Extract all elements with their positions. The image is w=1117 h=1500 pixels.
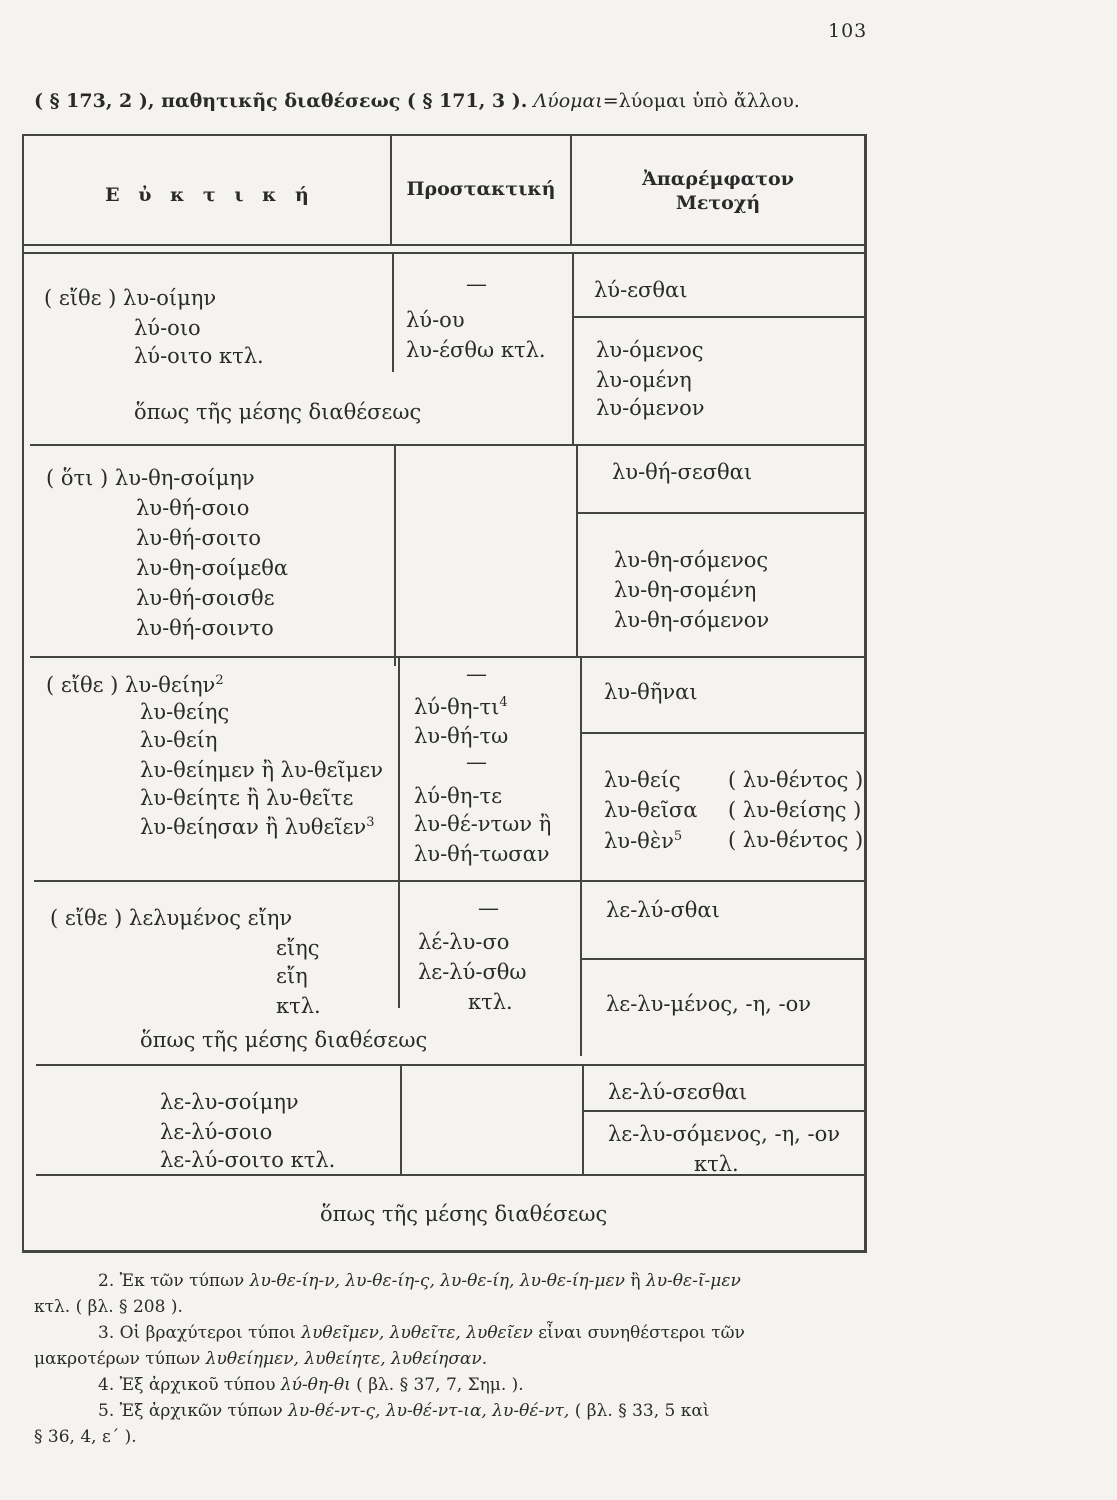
fn5-lead: 5. Ἐξ ἀρχικῶν τύπων xyxy=(98,1401,283,1421)
sec1-part-2: λυ-ομένη xyxy=(596,368,692,392)
sec3-imp-4: — xyxy=(466,750,487,774)
heading-gloss: =λύομαι ὑπὸ ἄλλου. xyxy=(602,90,800,112)
footnote-ref-2: 2 xyxy=(215,673,224,688)
fn2-forms2: λυ-θε-ῖ-μεν xyxy=(645,1271,741,1291)
sec1-opt-3: λύ-οιτο κτλ. xyxy=(134,344,264,368)
header-col-divider-2 xyxy=(570,134,572,246)
header-imperative: Προστακτική xyxy=(406,178,556,200)
footnote-ref-3: 3 xyxy=(366,815,375,830)
footnote-5-cont: § 36, 4, ε΄ ). xyxy=(34,1427,137,1447)
fn3-forms: λυθεῖμεν, λυθεῖτε, λυθεῖεν xyxy=(301,1323,533,1343)
sec1-inf: λύ-εσθαι xyxy=(594,278,688,302)
footnote-4 xyxy=(34,1372,894,1398)
header-infinitive: Ἀπαρέμφατον xyxy=(642,168,794,190)
heading-line xyxy=(34,90,884,112)
footnote-2-cont: κτλ. ( βλ. § 208 ). xyxy=(34,1297,183,1317)
sec4-imp-2: λέ-λυ-σο xyxy=(418,930,510,954)
table-top-border xyxy=(22,134,866,136)
footnote-ref-5: 5 xyxy=(673,829,683,844)
table-bottom-border xyxy=(22,1250,867,1253)
rule-sec3-right xyxy=(580,732,864,734)
sec5-opt-1: λε-λυ-σοίμην xyxy=(160,1090,299,1114)
table-left-border xyxy=(22,134,24,1252)
rule-sec4-top xyxy=(34,880,864,882)
sec3-imp-5: λύ-θη-τε xyxy=(414,784,502,808)
sec3-imp-2-text: λύ-θη-τι xyxy=(414,695,500,719)
sec3-part-3-text: λυ-θὲν xyxy=(604,829,674,853)
rule-sec5-right xyxy=(582,1110,864,1112)
footnote-ref-4: 4 xyxy=(499,695,508,710)
col-divider-e xyxy=(398,656,400,1008)
header-participle: Μετοχή xyxy=(675,192,761,214)
footnotes xyxy=(34,1268,894,1450)
sec3-opt-1-text: ( εἴθε ) λυ-θείην xyxy=(46,673,216,697)
sec1-opt-2: λύ-οιο xyxy=(134,316,201,340)
sec3-imp-1: — xyxy=(466,662,487,686)
fn5-forms: λυ-θέ-ντ-ς, λυ-θέ-ντ-ια, λυ-θέ-ντ, xyxy=(288,1401,570,1421)
fn3-line2a: μακροτέρων τύπων xyxy=(34,1349,201,1369)
footnote-3-cont xyxy=(34,1346,894,1372)
sec4-part: λε-λυ-μένος, -η, -ον xyxy=(606,992,812,1016)
fn3-forms2: λυθείημεν, λυθείητε, λυθείησαν. xyxy=(205,1349,488,1369)
sec1-note: ὅπως τῆς μέσης διαθέσεως xyxy=(134,400,422,424)
table-right-border xyxy=(864,134,867,1252)
sec2-opt-3: λυ-θή-σοιτο xyxy=(136,526,261,550)
footnote-2 xyxy=(34,1268,894,1294)
rule-sec2-top xyxy=(30,444,864,446)
sec4-imp-1: — xyxy=(478,896,499,920)
sec2-opt-1: ( ὅτι ) λυ-θη-σοίμην xyxy=(46,466,255,490)
sec3-opt-3: λυ-θείη xyxy=(140,728,218,752)
sec4-opt-3: εἴη xyxy=(276,964,308,988)
rule-sec5-top xyxy=(36,1064,864,1066)
sec3-part-1: λυ-θείς xyxy=(604,768,681,792)
col-divider-b xyxy=(572,252,574,444)
rule-sec3-top xyxy=(30,656,864,658)
sec3-imp-7: λυ-θή-τωσαν xyxy=(414,842,550,866)
page-number: 103 xyxy=(828,20,868,42)
sec3-part-2: λυ-θεῖσα xyxy=(604,798,698,822)
sec5-part-1: λε-λυ-σόμενος, -η, -ον xyxy=(608,1122,841,1146)
fn4-tail: ( βλ. § 37, 7, Σημ. ). xyxy=(356,1375,524,1395)
sec3-imp-3: λυ-θή-τω xyxy=(414,724,509,748)
sec5-part-2: κτλ. xyxy=(694,1152,739,1176)
header-optative: Ε ὐ κ τ ι κ ή xyxy=(105,184,315,206)
fn3-mid: εἶναι συνηθέστεροι τῶν xyxy=(538,1323,745,1343)
sec1-imp-2: λύ-ου xyxy=(406,308,465,332)
sec2-part-3: λυ-θη-σόμενον xyxy=(614,608,770,632)
header-rule-1 xyxy=(22,244,866,246)
sec1-part-1: λυ-όμενος xyxy=(596,338,704,362)
sec5-opt-2: λε-λύ-σοιο xyxy=(160,1120,273,1144)
sec2-opt-5: λυ-θή-σοισθε xyxy=(136,586,275,610)
footnote-5 xyxy=(34,1398,894,1424)
sec3-gen-2: ( λυ-θείσης ) xyxy=(728,798,862,822)
fn2-lead: 2. Ἐκ τῶν τύπων xyxy=(98,1271,245,1291)
footnote-3 xyxy=(34,1320,894,1346)
sec3-opt-6-text: λυ-θείησαν ἢ λυθεῖεν xyxy=(140,815,367,839)
sec1-opt-1: ( εἴθε ) λυ-οίμην xyxy=(44,286,217,310)
sec3-imp-2 xyxy=(414,696,508,718)
sec2-opt-6: λυ-θή-σοιντο xyxy=(136,616,274,640)
sec2-opt-2: λυ-θή-σοιο xyxy=(136,496,250,520)
sec4-imp-3: λε-λύ-σθω xyxy=(418,960,527,984)
sec3-opt-1 xyxy=(46,674,224,696)
fn4-forms: λύ-θη-θι xyxy=(280,1375,351,1395)
sec1-imp-3: λυ-έσθω κτλ. xyxy=(406,338,546,362)
sec4-note: ὅπως τῆς μέσης διαθέσεως xyxy=(140,1028,428,1052)
fn2-forms: λυ-θε-ίη-ν, λυ-θε-ίη-ς, λυ-θε-ίη, λυ-θε-ίη-μεν xyxy=(249,1271,625,1291)
heading-term: Λύομαι xyxy=(533,90,603,112)
heading-reference: ( § 173, 2 ), παθητικῆς διαθέσεως ( § 171, 3 ). xyxy=(34,90,528,112)
col-divider-c xyxy=(394,444,396,666)
sec3-opt-4: λυ-θείημεν ἢ λυ-θεῖμεν xyxy=(140,758,383,782)
col-divider-g xyxy=(400,1064,402,1174)
rule-sec2-right xyxy=(576,512,864,514)
sec3-part-3 xyxy=(604,830,682,852)
fn5-tail: ( βλ. § 33, 5 καὶ xyxy=(574,1401,710,1421)
sec5-opt-3: λε-λύ-σοιτο κτλ. xyxy=(160,1148,336,1172)
sec2-part-1: λυ-θη-σόμενος xyxy=(614,548,769,572)
sec2-part-2: λυ-θη-σομένη xyxy=(614,578,757,602)
sec4-opt-1: ( εἴθε ) λελυμένος εἴην xyxy=(50,906,293,930)
sec5-note: ὅπως τῆς μέσης διαθέσεως xyxy=(320,1202,608,1226)
sec2-inf: λυ-θή-σεσθαι xyxy=(612,460,753,484)
sec3-opt-5: λυ-θείητε ἢ λυ-θεῖτε xyxy=(140,786,354,810)
sec1-imp-1: — xyxy=(466,272,487,296)
rule-sec4-right xyxy=(580,958,864,960)
sec3-opt-2: λυ-θείης xyxy=(140,700,230,724)
sec3-inf: λυ-θῆναι xyxy=(604,680,698,704)
col-divider-h xyxy=(582,1064,584,1174)
sec3-gen-1: ( λυ-θέντος ) xyxy=(728,768,864,792)
header-rule-2 xyxy=(22,252,866,254)
rule-sec1-right xyxy=(572,316,864,318)
sec4-opt-2: εἴης xyxy=(276,936,320,960)
sec3-gen-3: ( λυ-θέντος ) xyxy=(728,828,864,852)
col-divider-d xyxy=(576,444,578,656)
sec4-imp-4: κτλ. xyxy=(468,990,513,1014)
sec3-imp-6: λυ-θέ-ντων ἢ xyxy=(414,812,552,836)
col-divider-f xyxy=(580,656,582,1056)
rule-sec5-bottom xyxy=(36,1174,864,1176)
sec1-part-3: λυ-όμενον xyxy=(596,396,705,420)
fn3-lead: 3. Οἱ βραχύτεροι τύποι xyxy=(98,1323,296,1343)
sec5-inf: λε-λύ-σεσθαι xyxy=(608,1080,748,1104)
sec4-inf: λε-λύ-σθαι xyxy=(606,898,720,922)
sec4-opt-4: κτλ. xyxy=(276,994,321,1018)
sec2-opt-4: λυ-θη-σοίμεθα xyxy=(136,556,289,580)
fn4-lead: 4. Ἐξ ἀρχικοῦ τύπου xyxy=(98,1375,276,1395)
sec3-opt-6 xyxy=(140,816,374,838)
fn2-mid: ἢ xyxy=(630,1271,641,1291)
col-divider-a xyxy=(392,252,394,372)
